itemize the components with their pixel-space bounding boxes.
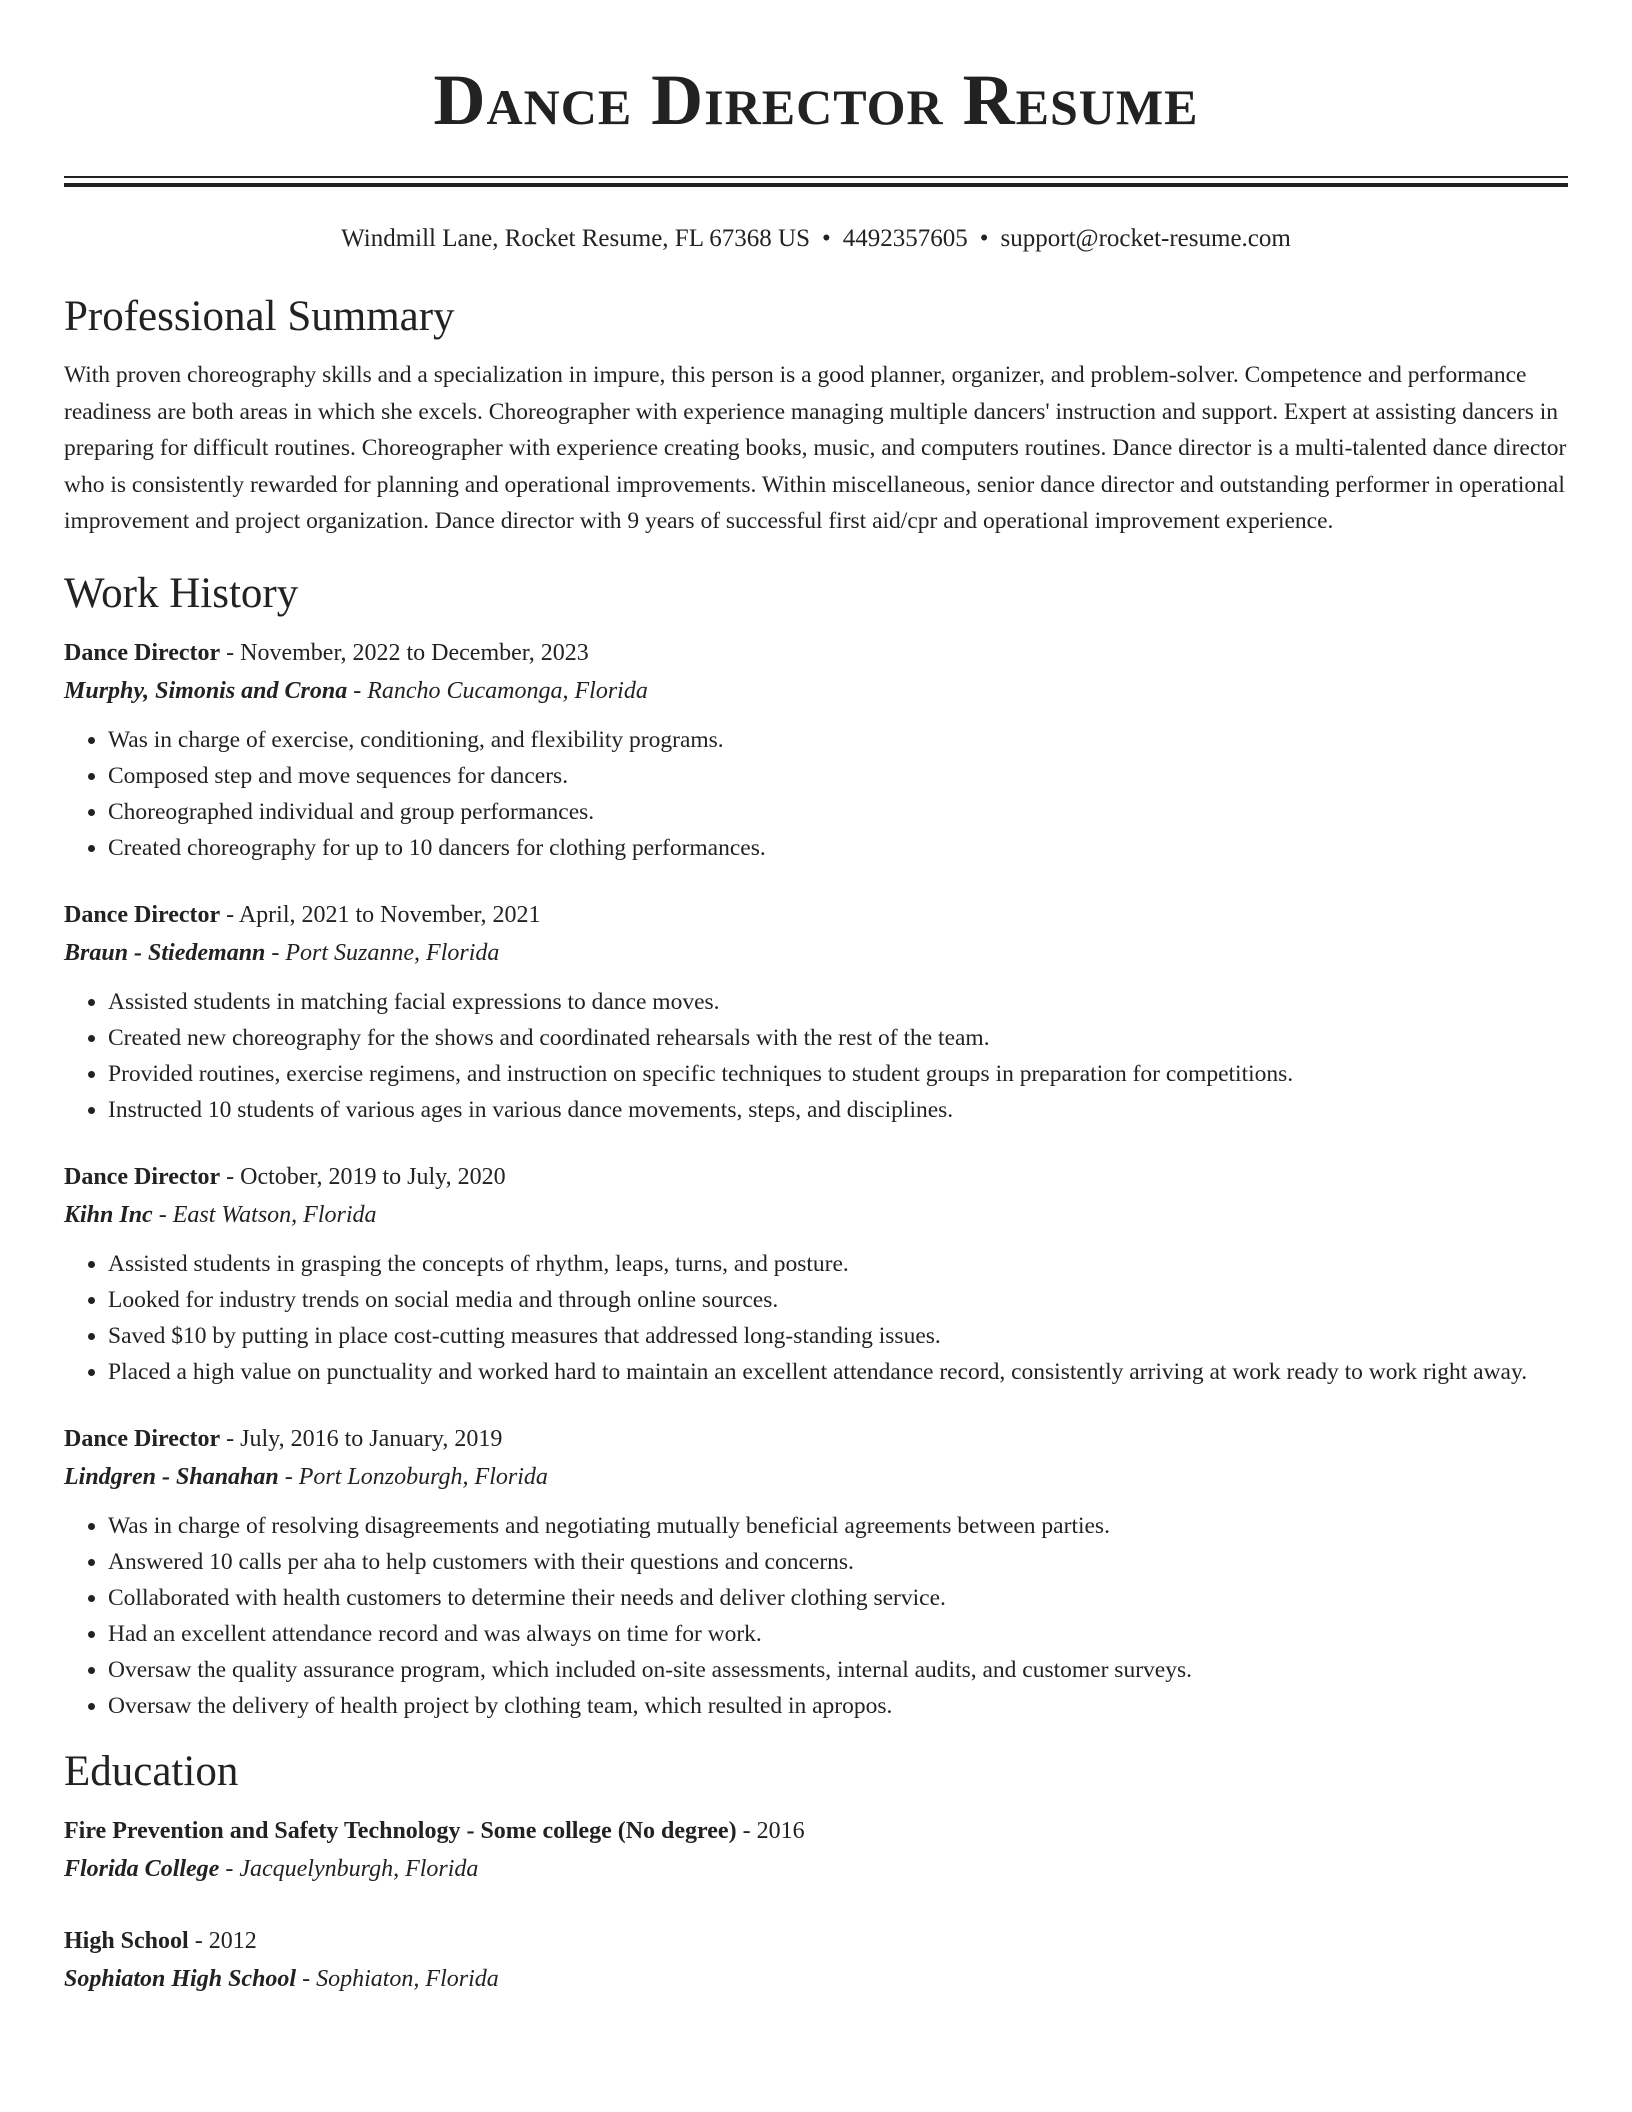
job-bullets xyxy=(64,722,1568,866)
company-line xyxy=(64,672,1568,710)
job-bullet: • Answered 10 calls per aha to help customers with their questions and concerns. xyxy=(108,1544,1568,1580)
company-location: - Port Lonzoburgh, Florida xyxy=(278,1463,548,1490)
job-bullets xyxy=(64,1508,1568,1724)
company-name: Murphy, Simonis and Crona xyxy=(64,677,348,704)
company-line xyxy=(64,1196,1568,1234)
company-name: Braun - Stiedemann xyxy=(64,939,266,966)
company-name: Lindgren - Shanahan xyxy=(64,1463,279,1490)
job-bullet: • Was in charge of resolving disagreements and negotiating mutually beneficial agreements between parties. xyxy=(108,1508,1568,1544)
degree-line xyxy=(64,1812,1568,1850)
job-bullet: • Choreographed individual and group performances. xyxy=(108,794,1568,830)
school-line xyxy=(64,1960,1568,1998)
school-line xyxy=(64,1850,1568,1888)
job-bullet: • Saved $10 by putting in place cost-cutting measures that addressed long-standing issues. xyxy=(108,1318,1568,1354)
job-bullets xyxy=(64,1246,1568,1390)
job-title-line xyxy=(64,634,1568,672)
job-bullet: • Created choreography for up to 10 dancers for clothing performances. xyxy=(108,830,1568,866)
school-name: Florida College xyxy=(64,1855,220,1882)
job-bullet: • Oversaw the delivery of health project by clothing team, which resulted in apropos. xyxy=(108,1688,1568,1724)
degree-year: - 2016 xyxy=(736,1817,805,1844)
degree-line xyxy=(64,1922,1568,1960)
school-location: - Sophiaton, Florida xyxy=(296,1965,499,1992)
job-title: Dance Director xyxy=(64,901,221,928)
summary-heading: Professional Summary xyxy=(64,293,455,340)
education-heading: Education xyxy=(64,1747,239,1795)
job-bullet: • Assisted students in grasping the concepts of rhythm, leaps, turns, and posture. xyxy=(108,1246,1568,1282)
job-bullet: • Collaborated with health customers to determine their needs and deliver clothing service. xyxy=(108,1580,1568,1616)
job-dates: - October, 2019 to July, 2020 xyxy=(220,1163,506,1190)
job-title-line xyxy=(64,1420,1568,1458)
job-title: Dance Director xyxy=(64,1425,221,1452)
education-entry xyxy=(64,1812,1568,1888)
title-divider xyxy=(64,176,1568,187)
contact-separator: • xyxy=(979,225,989,252)
contact-address: Windmill Lane, Rocket Resume, FL 67368 US xyxy=(341,225,811,252)
company-location: - East Watson, Florida xyxy=(152,1201,377,1228)
job-entry xyxy=(64,1420,1568,1724)
education-entry xyxy=(64,1922,1568,1998)
summary-text: With proven choreography skills and a specialization in impure, this person is a good planner, organizer, and problem-solver. Competence and performance readiness are both areas in which she excels. Choreographer with experience managing multiple dancers' instruction and support. Expert at assisting dancers in preparing for difficult routines. Choreographer with experience creating books, music, and computers routines. Dance director is a multi-talented dance director who is consistently rewarded for planning and operational improvements. Within miscellaneous, senior dance director and outstanding performer in operational improvement and project organization. Dance director with 9 years of successful first aid/cpr and operational improvement experience. xyxy=(64,362,1567,534)
job-bullet: • Created new choreography for the shows and coordinated rehearsals with the rest of the team. xyxy=(108,1020,1568,1056)
company-line xyxy=(64,934,1568,972)
job-dates: - July, 2016 to January, 2019 xyxy=(220,1425,503,1452)
job-bullet: • Composed step and move sequences for dancers. xyxy=(108,758,1568,794)
company-line xyxy=(64,1458,1568,1496)
contact-phone: 4492357605 xyxy=(842,225,968,252)
degree-name: Fire Prevention and Safety Technology - Some college (No degree) xyxy=(64,1817,737,1844)
job-title: Dance Director xyxy=(64,639,221,666)
contact-separator: • xyxy=(822,225,831,252)
job-bullet: • Oversaw the quality assurance program, which included on-site assessments, internal audits, and customer surveys. xyxy=(108,1652,1568,1688)
school-location: - Jacquelynburgh, Florida xyxy=(219,1855,479,1882)
resume-title: Dance Director Resume xyxy=(433,60,1199,140)
job-title: Dance Director xyxy=(64,1163,221,1190)
degree-name: High School xyxy=(64,1927,189,1954)
contact-email: support@rocket-resume.com xyxy=(1000,225,1291,252)
resume-page xyxy=(64,0,1568,1998)
job-bullets xyxy=(64,984,1568,1128)
job-title-line xyxy=(64,1158,1568,1196)
job-bullet: • Was in charge of exercise, conditioning, and flexibility programs. xyxy=(108,722,1568,758)
school-name: Sophiaton High School xyxy=(64,1965,297,1992)
contact-line xyxy=(64,223,1568,255)
company-location: - Rancho Cucamonga, Florida xyxy=(347,677,648,704)
work-history-heading: Work History xyxy=(64,569,299,617)
job-entry xyxy=(64,1158,1568,1390)
job-bullet: • Looked for industry trends on social media and through online sources. xyxy=(108,1282,1568,1318)
job-dates: - November, 2022 to December, 2023 xyxy=(220,639,589,666)
degree-year: - 2012 xyxy=(188,1927,257,1954)
job-title-line xyxy=(64,896,1568,934)
company-name: Kihn Inc xyxy=(64,1201,153,1228)
job-bullet: • Assisted students in matching facial expressions to dance moves. xyxy=(108,984,1568,1020)
company-location: - Port Suzanne, Florida xyxy=(265,939,500,966)
job-entry xyxy=(64,634,1568,866)
job-bullet: • Provided routines, exercise regimens, and instruction on specific techniques to student groups in preparation for competitions. xyxy=(108,1056,1568,1092)
job-entry xyxy=(64,896,1568,1128)
job-bullet: • Had an excellent attendance record and was always on time for work. xyxy=(108,1616,1568,1652)
job-bullet: • Placed a high value on punctuality and worked hard to maintain an excellent attendance record, consistently arriving at work ready to work right away. xyxy=(108,1354,1568,1390)
job-dates: - April, 2021 to November, 2021 xyxy=(220,901,541,928)
job-bullet: • Instructed 10 students of various ages in various dance movements, steps, and disciplines. xyxy=(108,1092,1568,1128)
